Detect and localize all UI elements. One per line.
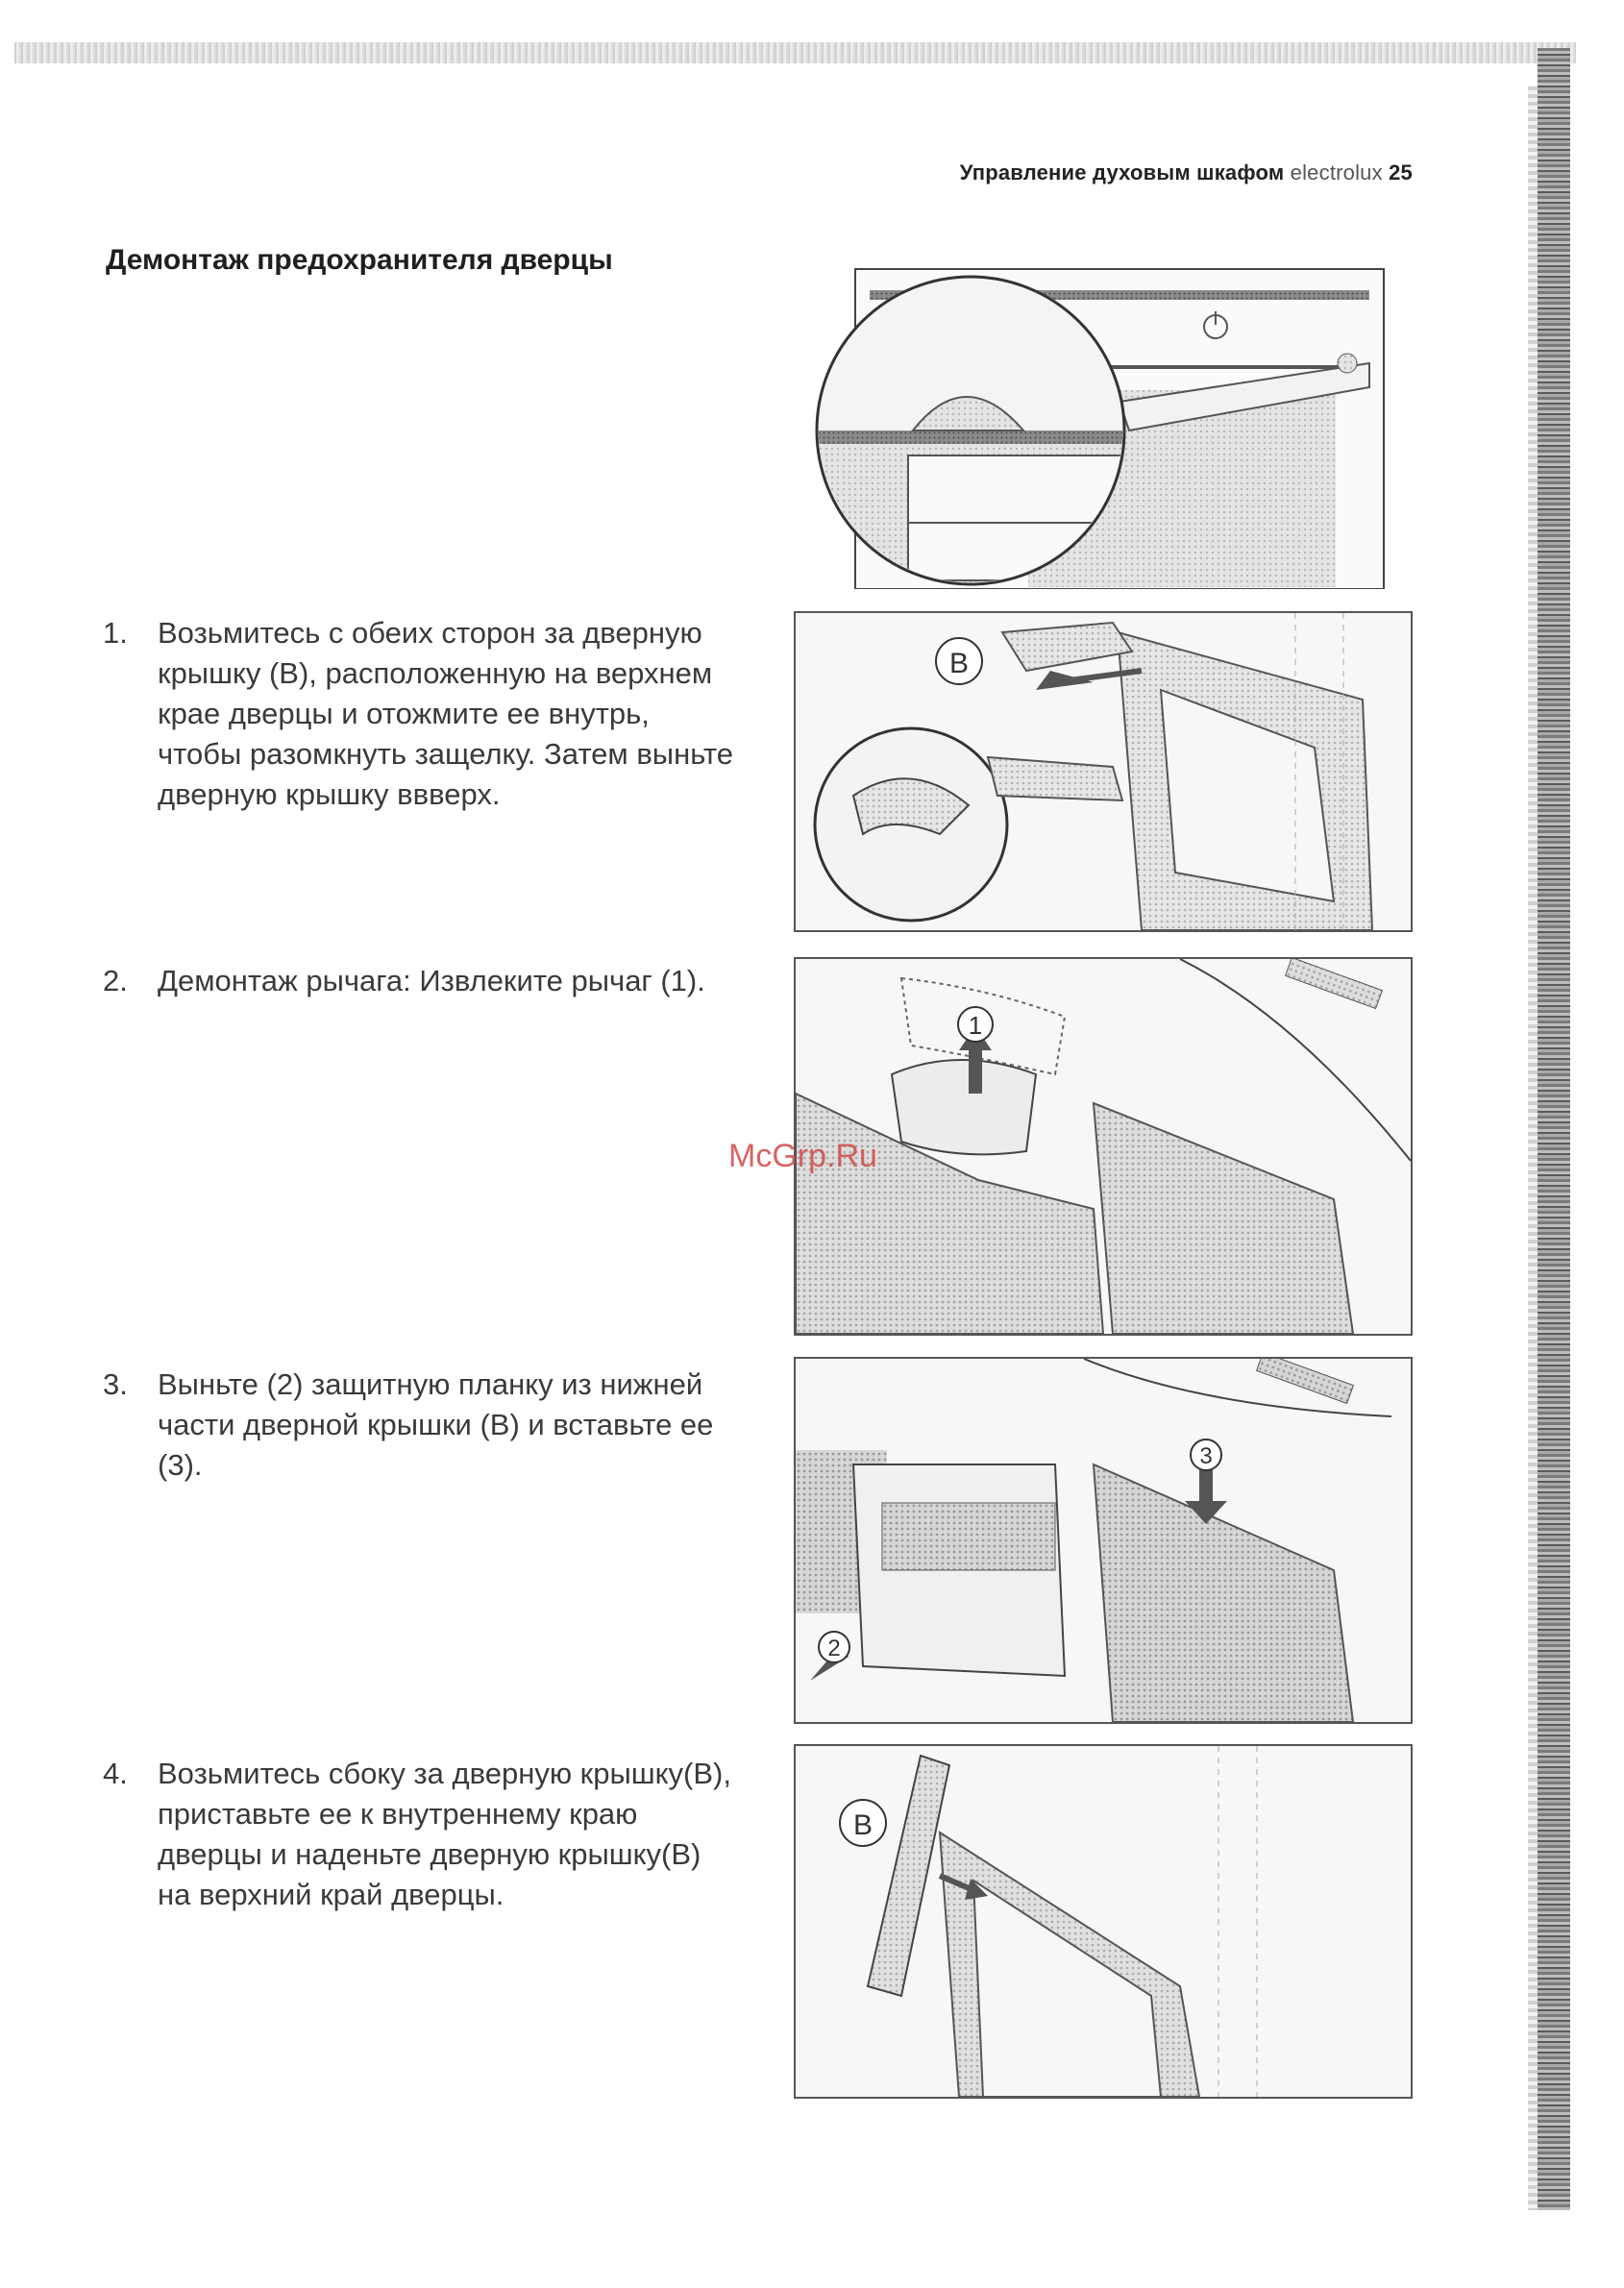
- step-number: 2.: [103, 964, 128, 997]
- scan-binding-inner: [1528, 86, 1538, 2210]
- callout-1: 1: [968, 1011, 983, 1040]
- step-number: 3.: [103, 1367, 128, 1401]
- step-text: Возьмитесь сбоку за дверную крышку(B), приставьте ее к внутреннему краю дверцы и наденьте дверную крышку(B) на верхний край дверцы.: [158, 1757, 731, 1911]
- figure-step-1: [794, 611, 1413, 932]
- step-text: Демонтаж рычага: Извлеките рычаг (1).: [158, 964, 705, 997]
- step-4: [103, 1754, 737, 1927]
- figure-step-3: [794, 1357, 1413, 1724]
- step-text: Возьмитесь с обеих сторон за дверную крышку (B), расположенную на верхнем крае дверцы и отожмите ее внутрь, чтобы разомкнуть защелку. Затем выньте дверную крышку ввверх.: [158, 616, 734, 811]
- scan-top-edge: [14, 42, 1576, 63]
- page-number: 25: [1389, 160, 1413, 185]
- header-text: Управление духовым шкафом: [959, 160, 1285, 185]
- callout-b: B: [948, 648, 970, 679]
- step-number: 4.: [103, 1757, 128, 1790]
- callout-b: B: [852, 1809, 874, 1841]
- page-title: Демонтаж предохранителя дверцы: [106, 244, 613, 276]
- step-2: [103, 961, 737, 1057]
- callout-3: 3: [1199, 1443, 1213, 1469]
- watermark: McGrp.Ru: [728, 1138, 877, 1174]
- step-1: [103, 613, 737, 844]
- page-header: [846, 160, 1413, 185]
- figure-latch-overview: [812, 267, 1389, 589]
- step-number: 1.: [103, 616, 128, 650]
- figure-step-2: [794, 957, 1413, 1336]
- figure-step-4: [794, 1744, 1413, 2099]
- callout-2: 2: [827, 1636, 841, 1661]
- step-text: Выньте (2) защитную планку из нижней части дверной крышки (B) и вставьте ее (3).: [158, 1367, 714, 1482]
- step-3: [103, 1365, 737, 1489]
- header-brand: electrolux: [1290, 160, 1383, 185]
- scan-binding-edge: [1538, 48, 1570, 2210]
